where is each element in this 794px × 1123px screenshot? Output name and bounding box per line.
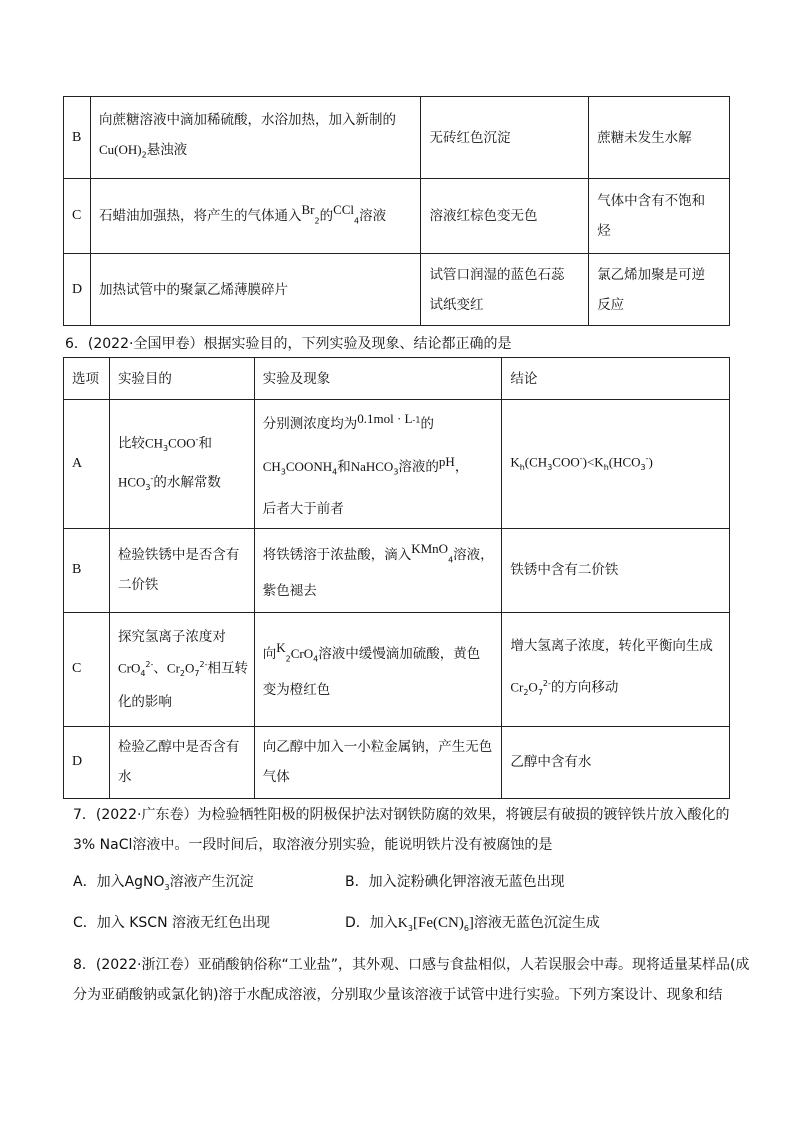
table-row	[64, 97, 730, 179]
option-label: D	[64, 726, 110, 798]
experiment-cell: 向乙醇中加入一小粒金属钠，产生无色 气体	[254, 726, 502, 798]
question7-choice-c[interactable]: C．加入 KSCN 溶液无红色出现	[73, 915, 270, 931]
purpose-cell: 检验乙醇中是否含有 水	[109, 726, 254, 798]
option-label: A	[64, 400, 110, 529]
question7-choice-b[interactable]: B．加入淀粉碘化钾溶液无蓝色出现	[345, 874, 565, 890]
question7-choice-d[interactable]: D．加入$K_3[Fe(CN)_6]$溶液无蓝色沉淀生成	[345, 915, 600, 933]
conclusion-cell: 铁锈中含有二价铁	[502, 528, 730, 612]
experiment-cell: 向$K_2CrO_4$溶液中缓慢滴加硫酸，黄色 变为橙红色	[254, 612, 502, 726]
phenomenon-cell: 无砖红色沉淀	[421, 97, 589, 179]
header-option: 选项	[64, 358, 110, 400]
conclusion-cell: 氯乙烯加聚是可逆 反应	[589, 254, 730, 326]
header-experiment: 实验及现象	[254, 358, 502, 400]
table-row	[64, 528, 730, 612]
conclusion-cell: 增大氢离子浓度，转化平衡向生成 $Cr_2O_7^{2-}$的方向移动	[502, 612, 730, 726]
experiment-cell: 石蜡油加强热，将产生的气体通入$Br_2$的CCl$_4$溶液	[90, 179, 420, 254]
purpose-cell: 探究氢离子浓度对 CrO$_4^{2-}$、$Cr_2O_7^{2-}$相互转 化的影响	[109, 612, 254, 726]
conclusion-cell: $K_h(CH_3COO^-)<K_h(HCO_3^-)$	[502, 400, 730, 529]
phenomenon-cell: 溶液红棕色变无色	[421, 179, 589, 254]
purpose-cell: 比较$CH_3COO^-$和 $HCO_3^-$的水解常数	[109, 400, 254, 529]
option-label: C	[64, 612, 110, 726]
question8-stem: 8．(2022·浙江卷）亚硝酸钠俗称“工业盐”，其外观、口感与食盐相似，人若误服会中毒。现将适量某样品(成 分为亚硝酸钠或氯化钠)溶于水配成溶液，分别取少量该溶液于试管中进行实验。下列方案设计、现象和结	[73, 957, 750, 1003]
conclusion-cell: 气体中含有不饱和 烃	[589, 179, 730, 254]
table-row	[64, 726, 730, 798]
conclusion-cell: 乙醇中含有水	[502, 726, 730, 798]
phenomenon-cell: 试管口润湿的蓝色石蕊 试纸变红	[421, 254, 589, 326]
experiment-cell: 将铁锈溶于浓盐酸，滴入KMnO$_4$溶液， 紫色褪去	[254, 528, 502, 612]
header-conclusion: 结论	[502, 358, 730, 400]
purpose-cell: 检验铁锈中是否含有 二价铁	[109, 528, 254, 612]
table-header-row	[64, 358, 730, 400]
question5-table	[63, 96, 730, 326]
question6-stem: 6．(2022·全国甲卷）根据实验目的，下列实验及现象、结论都正确的是	[65, 336, 512, 352]
option-label: C	[64, 179, 91, 254]
header-purpose: 实验目的	[109, 358, 254, 400]
option-label: B	[64, 97, 91, 179]
table-row	[64, 400, 730, 529]
question7-stem: 7．(2022·广东卷）为检验牺牲阳极的阴极保护法对钢铁防腐的效果，将镀层有破损的镀锌铁片放入酸化的 3% NaCl溶液中。一段时间后，取溶液分别实验，能说明铁片没有被腐蚀的是	[73, 807, 730, 853]
question6-table	[63, 357, 730, 799]
question7-choice-a[interactable]: A．加入AgNO$_3$溶液产生沉淀	[73, 874, 254, 892]
table-row	[64, 254, 730, 326]
option-label: B	[64, 528, 110, 612]
table-row	[64, 612, 730, 726]
experiment-cell: 分别测浓度均为$0.1mol \cdot L^{-1}$的 $CH_3COONH_4$和NaHCO$_3$溶液的pH， 后者大于前者	[254, 400, 502, 529]
table-row	[64, 179, 730, 254]
experiment-cell: 向蔗糖溶液中滴加稀硫酸，水浴加热，加入新制的 $Cu(OH)_2$悬浊液	[90, 97, 420, 179]
conclusion-cell: 蔗糖未发生水解	[589, 97, 730, 179]
option-label: D	[64, 254, 91, 326]
experiment-cell: 加热试管中的聚氯乙烯薄膜碎片	[90, 254, 420, 326]
